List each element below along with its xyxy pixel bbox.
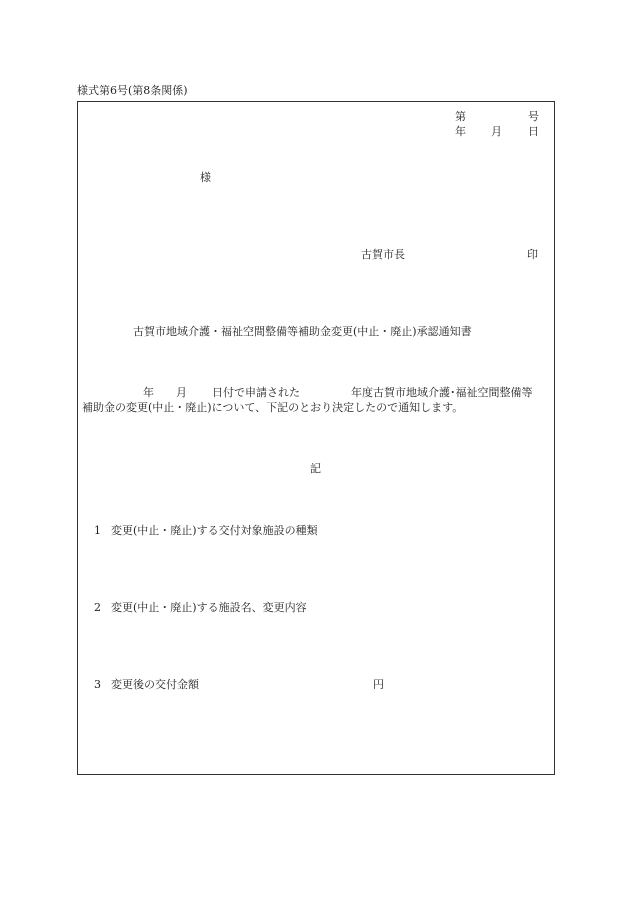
document-title: 古賀市地域介護・福祉空間整備等補助金変更(中止・廃止)承認通知書	[133, 325, 472, 338]
ki-heading: 記	[310, 462, 321, 475]
item-2-number: 2	[94, 601, 101, 614]
date-year: 年	[455, 125, 466, 138]
body-date-rest: 日付で申請された	[212, 386, 300, 399]
issuer-name: 古賀市長	[361, 248, 405, 261]
seal-mark: 印	[527, 248, 538, 261]
body-line-2: 補助金の変更(中止・廃止)について、下記のとおり決定したので通知します。	[82, 401, 464, 414]
body-date-year: 年	[143, 386, 154, 399]
item-3-unit: 円	[373, 678, 384, 691]
item-3-text: 変更後の交付金額	[111, 678, 199, 691]
form-frame	[77, 101, 555, 775]
body-fiscal-rest: 年度古賀市地域介護･福祉空間整備等	[351, 386, 533, 399]
number-suffix: 号	[528, 110, 539, 123]
date-month: 月	[491, 125, 502, 138]
item-1-text: 変更(中止・廃止)する交付対象施設の種類	[111, 524, 318, 537]
addressee-suffix: 様	[200, 171, 211, 184]
item-1-number: 1	[94, 524, 101, 537]
item-3-number: 3	[94, 678, 101, 691]
body-date-month: 月	[176, 386, 187, 399]
form-number-label: 様式第6号(第8条関係)	[77, 84, 188, 97]
number-prefix: 第	[455, 110, 466, 123]
item-2-text: 変更(中止・廃止)する施設名、変更内容	[111, 601, 307, 614]
date-day: 日	[528, 125, 539, 138]
